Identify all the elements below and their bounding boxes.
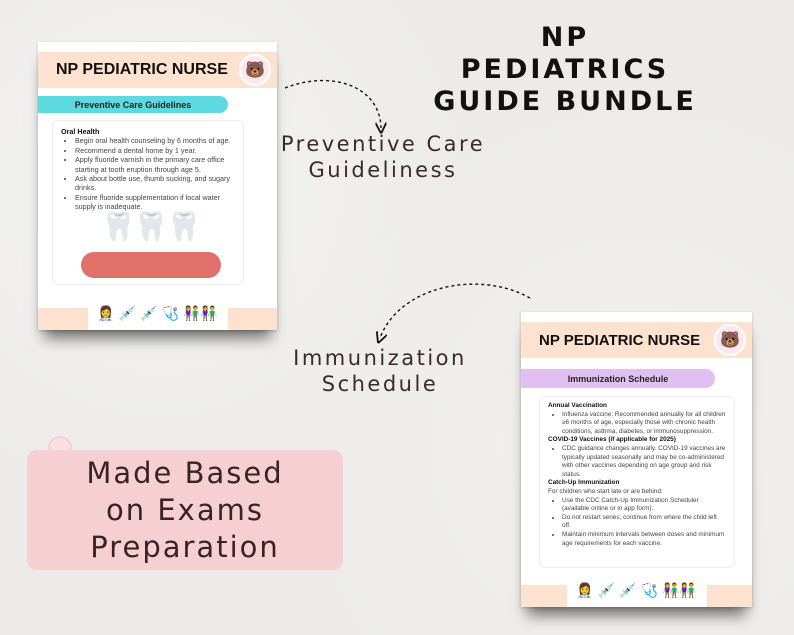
bullet-list: • Use the CDC Catch-Up Immunization Scheduler (available online or in app form). • Do not restart series; continue from where the child left off. • Maintain minimum intervals between doses and minimum age requirements for each vaccine. [548,497,726,549]
syringe-icon: 💉 [619,581,637,598]
bear-icon: 🐻 [239,54,271,86]
immunization-label: Immunization Schedule [293,346,467,396]
bundle-title: NP PEDIATRICS GUIDE BUNDLE [433,22,697,117]
bullet-list: • Influenza vaccine: Recommended annually for all children ≥6 months of age, especially those with chronic health conditions, asthma, diabetes, or immunosuppression. [548,411,726,437]
nurse-icon: 👩‍⚕️ [576,581,594,598]
teeth-illustration: 🦷🦷🦷 [61,218,235,278]
section-banner: Preventive Care Guidelines [38,96,228,113]
card-footer [38,304,277,330]
syringe-icon: 💉 [597,581,616,598]
stethoscope-icon: 🩺 [640,581,658,598]
nurse-icon: 👩‍⚕️ [97,304,115,321]
immunization-card [521,312,752,607]
syringe-icon: 💉 [140,304,158,321]
content-box: Oral Health • Begin oral health counseling by 6 months of age. • Recommend a dental home by 1 year. • Apply fluoride varnish in the primary care office starting at tooth eruption through age 5. • Ask about bottle use, thumb sucking, and sugary drinks. • Ensure fluoride supplementation if local water supply is inadequate. 🦷🦷🦷 [52,120,244,285]
card-header: NP PEDIATRIC NURSE 🐻 [521,322,752,358]
syringe-icon: 💉 [118,304,137,321]
content-box: Annual Vaccination • Influenza vaccine: Recommended annually for all children ≥6 months of age, especially those with chronic health conditions, asthma, diabetes, or immunosuppression. COVID-19 Vaccines (if applicable for 2025) • CDC guidance changes annually. COVID-19 vaccines are typically updated seasonally and may be co-administered with other vaccines depending on age group and risk status. Catch-Up Immunization For children who start late or are behind: • Use the CDC Catch-Up Immunization Scheduler (available online or in app form). • Do not restart series; continue from where the child left off. • Maintain minimum intervals between doses and minimum age requirements for each vaccine. [539,396,735,568]
arrow-to-preventive [285,81,381,128]
bullet-list: • Begin oral health counseling by 6 months of age. • Recommend a dental home by 1 year. • Apply fluoride varnish in the primary care office starting at tooth eruption through age 5. • Ask about bottle use, thumb sucking, and sugary drinks. • Ensure fluoride supplementation if local water supply is inadequate. [61,136,235,211]
bullet-list: • CDC guidance changes annually. COVID-19 vaccines are typically updated seasonally and may be co-administered with other vaccines depending on age group and risk status. [548,445,726,479]
stethoscope-icon: 🩺 [161,304,179,321]
card-footer [521,581,752,607]
children-icon: 👫👫 [182,304,218,321]
bear-icon: 🐻 [714,324,746,356]
arrow-to-immunization [380,284,530,338]
preventive-label: Preventive Care Guideliness [280,132,486,182]
card-header: NP PEDIATRIC NURSE 🐻 [38,52,277,88]
section-banner: Immunization Schedule [521,369,715,388]
preventive-care-card [38,42,277,330]
promo-box: Made Based on Exams Preparation [27,450,343,570]
children-icon: 👫👫 [661,581,697,598]
